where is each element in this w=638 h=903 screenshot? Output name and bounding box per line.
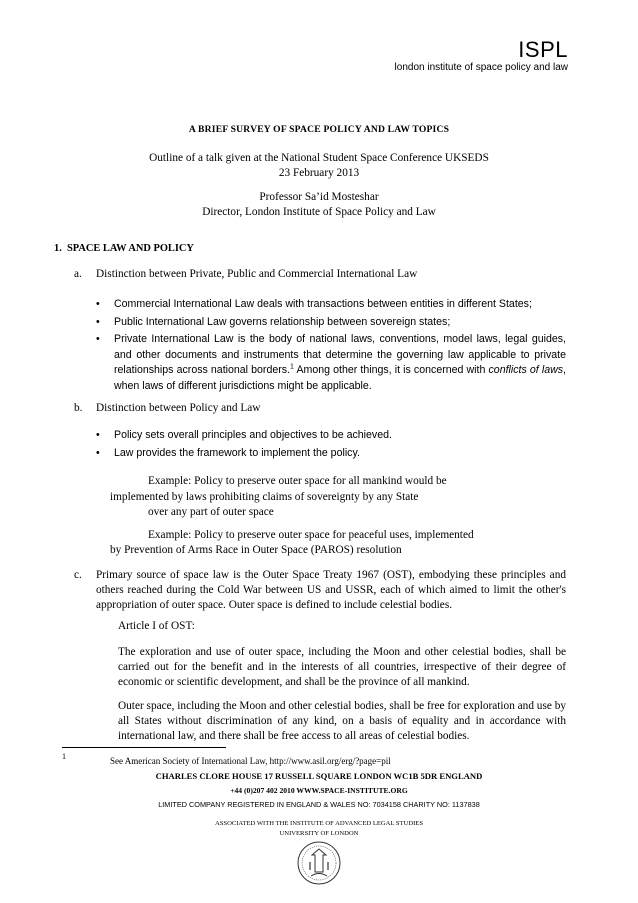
association-line-1: ASSOCIATED WITH THE INSTITUTE OF ADVANCED LEGAL STUDIES [214, 820, 423, 827]
example1-line3: over any part of outer space [148, 506, 274, 518]
footer-address: CHARLES CLORE HOUSE 17 RUSSELL SQUARE LONDON WC1B 5DR ENGLAND [155, 771, 483, 781]
section-heading [54, 243, 194, 254]
bullet-icon: • [96, 429, 100, 441]
example2-line2: by Prevention of Arms Race in Outer Space (PAROS) resolution [110, 544, 402, 556]
talk-description: Outline of a talk given at the National Student Space Conference UKSEDS [149, 152, 489, 164]
item-a-label: a. [74, 268, 82, 280]
item-b-label: b. [74, 402, 83, 414]
list-item: • Law provides the framework to implement the policy. [96, 446, 566, 462]
item-c-text: Primary source of space law is the Outer Space Treaty 1967 (OST), embodying these principles and others reached during the Cold War between US and USSR, each of which aimed to limit the other's appropriation of outer space. Outer space is defined to include celestial bodies. [96, 569, 566, 611]
bullet-icon: • [96, 315, 100, 328]
ials-seal-icon [296, 840, 342, 886]
footnote-divider [62, 747, 226, 748]
item-a-bullet-list [96, 297, 566, 396]
list-item: • Private International Law is the body of national laws, conventions, model laws, legal guides, and other documents and instruments that determine the governing law applicable to private relationships across national borders.$^1$ Among other things, it is concerned with conflicts of laws, when laws of different jurisdictions might be applicable. [96, 333, 566, 392]
item-c-label: c. [74, 569, 82, 581]
list-item: • Policy sets overall principles and objectives to be achieved. [96, 428, 566, 444]
footnote-reference[interactable]: 1 [290, 363, 294, 371]
example1-line1: Example: Policy to preserve outer space for all mankind would be [148, 475, 447, 487]
list-item: • Commercial International Law deals with transactions between entities in different States; [96, 297, 566, 313]
footnote-text: See American Society of International Law, http://www.asil.org/erg/?page=pil [110, 756, 391, 766]
section-title: SPACE LAW AND POLICY [67, 243, 194, 254]
article-paragraph-1: The exploration and use of outer space, including the Moon and other celestial bodies, shall be carried out for the benefit and in the interests of all countries, irrespective of their degree of economic or scientific development, and shall be the province of all mankind. [118, 646, 566, 688]
article-heading: Article I of OST: [118, 620, 195, 632]
emphasis-text: conflicts of laws [488, 364, 564, 376]
item-b-bullet-list [96, 428, 566, 463]
brand-title: ISPL [518, 37, 568, 62]
footnote-number: 1 [62, 752, 66, 761]
bullet-icon: • [96, 298, 100, 310]
footer-contact: +44 (0)207 402 2010 WWW.SPACE-INSTITUTE.ORG [230, 786, 408, 795]
footer-registration: LIMITED COMPANY REGISTERED IN ENGLAND & WALES NO: 7034158 CHARITY NO: 1137838 [158, 800, 480, 809]
bullet-icon: • [96, 446, 100, 459]
brand-header [395, 38, 568, 74]
list-item: • Public International Law governs relationship between sovereign states; [96, 315, 566, 331]
example1-line2: implemented by laws prohibiting claims of sovereignty by any State [110, 491, 419, 503]
article-paragraph-2: Outer space, including the Moon and other celestial bodies, shall be free for exploration and use by all States without discrimination of any kind, on a basis of equality and in accordance with international law, and there shall be free access to all areas of celestial bodies. [118, 700, 566, 742]
footer-association [0, 819, 638, 839]
brand-subtitle: london institute of space policy and law [394, 62, 568, 73]
author-name: Professor Sa’id Mosteshar [259, 191, 379, 203]
association-line-2: UNIVERSITY OF LONDON [279, 830, 359, 837]
item-b-title: Distinction between Policy and Law [96, 402, 261, 414]
author-role: Director, London Institute of Space Policy and Law [202, 206, 436, 218]
section-number: 1. [54, 243, 62, 254]
document-title: A BRIEF SURVEY OF SPACE POLICY AND LAW TOPICS [188, 124, 450, 135]
talk-date: 23 February 2013 [278, 167, 360, 179]
item-a-title: Distinction between Private, Public and Commercial International Law [96, 268, 418, 280]
bullet-icon: • [96, 333, 100, 345]
example2-line1: Example: Policy to preserve outer space for peaceful uses, implemented [148, 529, 474, 541]
